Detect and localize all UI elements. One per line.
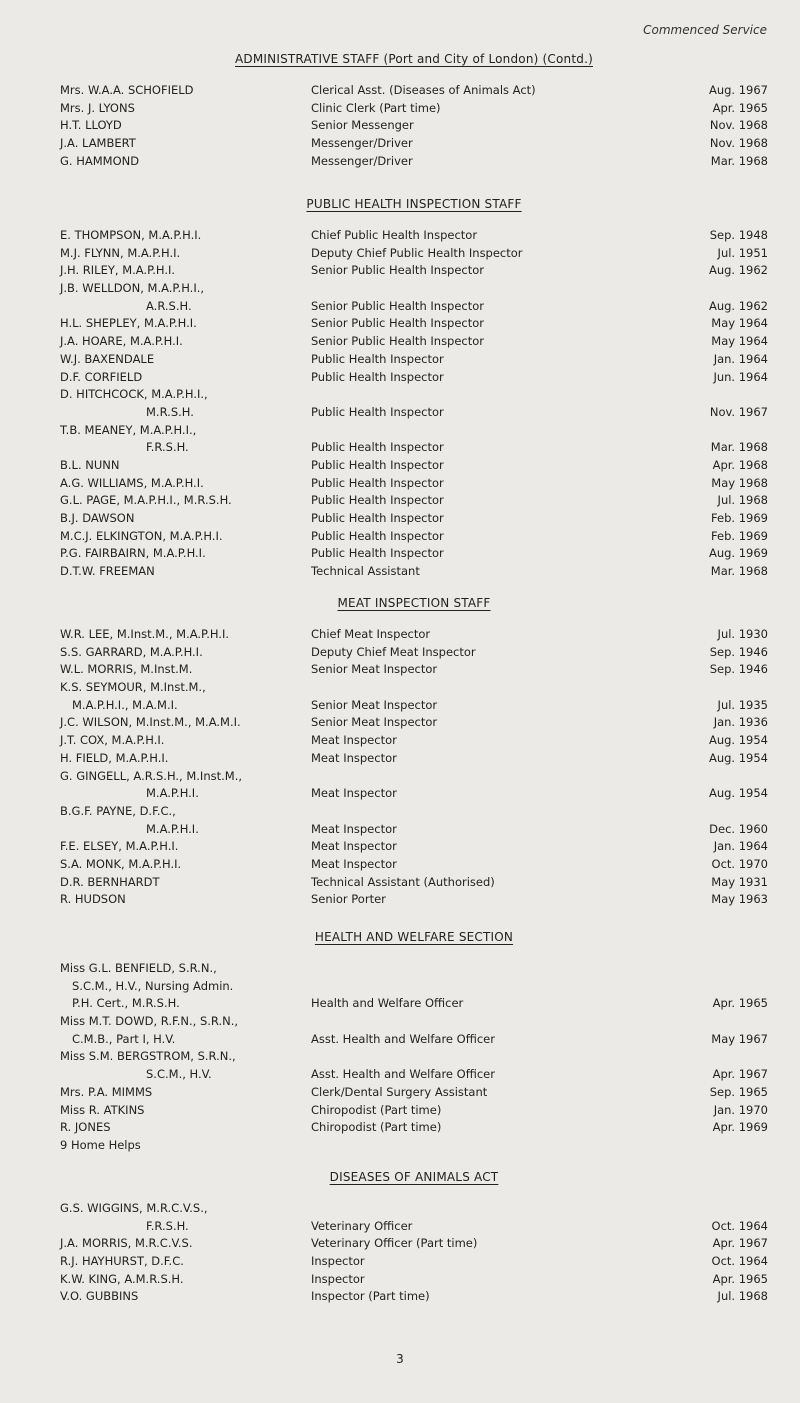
- staff-post: Asst. Health and Welfare Officer: [311, 1067, 495, 1082]
- commenced-date: Apr. 1965: [712, 996, 768, 1011]
- staff-name-line: 9 Home Helps: [60, 1137, 141, 1152]
- staff-list: [60, 960, 768, 1155]
- staff-name: [60, 545, 300, 563]
- staff-name-line: F.R.S.H.: [146, 1218, 189, 1233]
- staff-row: [60, 1235, 768, 1253]
- staff-row: [60, 227, 768, 245]
- staff-name: [60, 563, 300, 581]
- staff-post: Public Health Inspector: [311, 493, 444, 508]
- commenced-date: Apr. 1969: [712, 1120, 768, 1135]
- commenced-date: Dec. 1960: [709, 821, 768, 836]
- staff-name-line: S.C.M., H.V.: [146, 1067, 212, 1082]
- staff-row: [60, 351, 768, 369]
- commenced-date: Jan. 1964: [713, 351, 768, 366]
- staff-name: [60, 1253, 300, 1271]
- staff-name-line: Miss R. ATKINS: [60, 1102, 145, 1117]
- staff-name: [60, 245, 300, 263]
- commenced-date: Nov. 1968: [709, 136, 768, 151]
- staff-row: [60, 386, 768, 421]
- staff-name: [60, 960, 300, 1013]
- staff-name-line: S.C.M., H.V., Nursing Admin.: [72, 978, 234, 993]
- staff-row: [60, 280, 768, 315]
- staff-post: Public Health Inspector: [311, 440, 444, 455]
- commenced-date: Aug. 1967: [708, 82, 768, 97]
- staff-name-line: J.A. MORRIS, M.R.C.V.S.: [60, 1236, 193, 1251]
- staff-post: Messenger/Driver: [311, 153, 413, 168]
- commenced-date: Feb. 1969: [711, 511, 768, 526]
- staff-name: [60, 333, 300, 351]
- staff-name-line: V.O. GUBBINS: [60, 1289, 139, 1304]
- staff-name: [60, 874, 300, 892]
- staff-name: [60, 1288, 300, 1306]
- commenced-date: Jan. 1936: [713, 715, 768, 730]
- commenced-date: Apr. 1965: [712, 1271, 768, 1286]
- staff-name-line: W.J. BAXENDALE: [60, 351, 155, 366]
- staff-post: Chiropodist (Part time): [311, 1102, 442, 1117]
- staff-row: [60, 528, 768, 546]
- staff-name: [60, 369, 300, 387]
- staff-post: Senior Public Health Inspector: [311, 298, 485, 313]
- staff-row: [60, 626, 768, 644]
- staff-name-line: R. JONES: [60, 1120, 111, 1135]
- staff-name-line: F.R.S.H.: [146, 440, 189, 455]
- staff-post: Senior Meat Inspector: [311, 697, 438, 712]
- staff-post: Meat Inspector: [311, 856, 397, 871]
- staff-row: [60, 315, 768, 333]
- staff-name-line: M.C.J. ELKINGTON, M.A.P.H.I.: [60, 528, 223, 543]
- staff-row: [60, 891, 768, 909]
- staff-post: Senior Public Health Inspector: [311, 334, 485, 349]
- section-title: MEAT INSPECTION STAFF: [337, 596, 491, 610]
- staff-row: [60, 1137, 768, 1155]
- staff-name-line: Miss S.M. BERGSTROM, S.R.N.,: [60, 1049, 236, 1064]
- commenced-date: Jun. 1964: [713, 369, 768, 384]
- staff-post: Messenger/Driver: [311, 136, 413, 151]
- staff-name: [60, 510, 300, 528]
- staff-row: [60, 100, 768, 118]
- commenced-date: Jul. 1951: [717, 245, 768, 260]
- staff-row: [60, 117, 768, 135]
- staff-name-line: D.F. CORFIELD: [60, 369, 143, 384]
- section-health-and-welfare: [60, 928, 768, 1155]
- staff-name-line: F.E. ELSEY, M.A.P.H.I.: [60, 839, 179, 854]
- staff-post: Senior Porter: [311, 892, 386, 907]
- staff-post: Meat Inspector: [311, 839, 397, 854]
- commenced-date: May 1963: [711, 892, 768, 907]
- staff-name-line: C.M.B., Part I, H.V.: [72, 1031, 176, 1046]
- staff-post: Senior Public Health Inspector: [311, 316, 485, 331]
- commenced-date: Jul. 1935: [717, 697, 768, 712]
- commenced-date: May 1964: [711, 316, 768, 331]
- commenced-date: Oct. 1964: [711, 1254, 768, 1269]
- staff-row: [60, 1013, 768, 1048]
- staff-name: [60, 1013, 300, 1048]
- staff-name-line: H.L. SHEPLEY, M.A.P.H.I.: [60, 316, 197, 331]
- staff-row: [60, 369, 768, 387]
- staff-name: [60, 891, 300, 909]
- staff-name-line: J.H. RILEY, M.A.P.H.I.: [60, 263, 176, 278]
- staff-post: Chief Meat Inspector: [311, 626, 431, 641]
- staff-name: [60, 626, 300, 644]
- staff-row: [60, 457, 768, 475]
- staff-name-line: Miss G.L. BENFIELD, S.R.N.,: [60, 961, 217, 975]
- commenced-date: Sep. 1965: [709, 1084, 768, 1099]
- staff-post: Technical Assistant: [311, 564, 420, 579]
- staff-post: Senior Messenger: [311, 118, 414, 133]
- staff-name: [60, 644, 300, 662]
- commenced-date: May 1931: [711, 874, 768, 889]
- commenced-date: Sep. 1948: [709, 227, 768, 242]
- staff-name: [60, 135, 300, 153]
- staff-name: [60, 153, 300, 171]
- staff-name: [60, 856, 300, 874]
- staff-post: Meat Inspector: [311, 733, 397, 748]
- staff-name-line: G. HAMMOND: [60, 153, 140, 168]
- staff-post: Inspector: [311, 1271, 365, 1286]
- staff-row: [60, 1271, 768, 1289]
- staff-post: Veterinary Officer: [311, 1218, 413, 1233]
- staff-name: [60, 1102, 300, 1120]
- staff-name: [60, 768, 300, 803]
- staff-name-line: J.T. COX, M.A.P.H.I.: [60, 733, 165, 748]
- commenced-service-header: Commenced Service: [643, 23, 767, 37]
- staff-row: [60, 768, 768, 803]
- staff-name: [60, 386, 300, 421]
- commenced-date: Apr. 1968: [712, 457, 768, 472]
- commenced-date: Jul. 1968: [717, 493, 768, 508]
- staff-name: [60, 1084, 300, 1102]
- staff-post: Meat Inspector: [311, 786, 397, 801]
- staff-name: [60, 1271, 300, 1289]
- commenced-date: Aug. 1962: [708, 298, 768, 313]
- staff-list: [60, 1200, 768, 1306]
- commenced-date: Nov. 1968: [709, 118, 768, 133]
- staff-row: [60, 874, 768, 892]
- section-public-health-inspection: [60, 195, 768, 581]
- commenced-date: Aug. 1954: [708, 786, 768, 801]
- commenced-date: Apr. 1967: [712, 1236, 768, 1251]
- staff-post: Public Health Inspector: [311, 475, 444, 490]
- staff-name-line: P.G. FAIRBAIRN, M.A.P.H.I.: [60, 546, 206, 561]
- staff-row: [60, 510, 768, 528]
- staff-name-line: M.J. FLYNN, M.A.P.H.I.: [60, 245, 181, 260]
- commenced-date: Sep. 1946: [709, 662, 768, 677]
- staff-row: [60, 838, 768, 856]
- staff-name: [60, 1200, 300, 1235]
- staff-name-line: B.L. NUNN: [60, 457, 120, 472]
- staff-row: [60, 1288, 768, 1306]
- commenced-date: Aug. 1962: [708, 263, 768, 278]
- staff-post: Public Health Inspector: [311, 546, 444, 561]
- section-meat-inspection: [60, 594, 768, 909]
- staff-name-line: Mrs. J. LYONS: [60, 100, 135, 115]
- staff-row: [60, 333, 768, 351]
- staff-post: Deputy Chief Meat Inspector: [311, 644, 476, 659]
- staff-row: [60, 245, 768, 263]
- staff-post: Senior Meat Inspector: [311, 662, 438, 677]
- staff-name: [60, 750, 300, 768]
- staff-name: [60, 1235, 300, 1253]
- staff-row: [60, 661, 768, 679]
- staff-row: [60, 644, 768, 662]
- staff-name: [60, 679, 300, 714]
- staff-name-line: K.W. KING, A.M.R.S.H.: [60, 1271, 184, 1286]
- staff-row: [60, 422, 768, 457]
- commenced-date: Jan. 1970: [713, 1102, 768, 1117]
- staff-row: [60, 492, 768, 510]
- commenced-date: Apr. 1965: [712, 100, 768, 115]
- staff-name-line: M.A.P.H.I.: [146, 821, 199, 836]
- staff-row: [60, 82, 768, 100]
- commenced-date: May 1968: [711, 475, 768, 490]
- staff-name: [60, 262, 300, 280]
- staff-row: [60, 803, 768, 838]
- staff-name: [60, 100, 300, 118]
- staff-row: [60, 750, 768, 768]
- commenced-date: Apr. 1967: [712, 1067, 768, 1082]
- staff-post: Inspector (Part time): [311, 1289, 430, 1304]
- staff-name: [60, 82, 300, 100]
- staff-name: [60, 528, 300, 546]
- commenced-date: Mar. 1968: [710, 440, 768, 455]
- staff-name-line: J.B. WELLDON, M.A.P.H.I.,: [60, 281, 205, 296]
- staff-name: [60, 838, 300, 856]
- staff-name: [60, 661, 300, 679]
- staff-name-line: W.R. LEE, M.Inst.M., M.A.P.H.I.: [60, 627, 229, 641]
- staff-name-line: Miss M.T. DOWD, R.F.N., S.R.N.,: [60, 1014, 239, 1029]
- staff-post: Clerical Asst. (Diseases of Animals Act): [311, 82, 536, 97]
- staff-name-line: M.A.P.H.I.: [146, 786, 199, 801]
- staff-name-line: H. FIELD, M.A.P.H.I.: [60, 750, 169, 765]
- staff-name: [60, 732, 300, 750]
- staff-post: Public Health Inspector: [311, 369, 444, 384]
- staff-name: [60, 422, 300, 457]
- commenced-date: Oct. 1970: [711, 856, 768, 871]
- staff-name: [60, 714, 300, 732]
- staff-name-line: D. HITCHCOCK, M.A.P.H.I.,: [60, 387, 208, 402]
- section-title: PUBLIC HEALTH INSPECTION STAFF: [306, 197, 522, 211]
- staff-name: [60, 492, 300, 510]
- staff-list: [60, 82, 768, 170]
- staff-post: Chief Public Health Inspector: [311, 227, 478, 242]
- staff-list: [60, 227, 768, 581]
- staff-name-line: A.G. WILLIAMS, M.A.P.H.I.: [60, 475, 204, 490]
- staff-row: [60, 856, 768, 874]
- section-title: ADMINISTRATIVE STAFF (Port and City of London) (Contd.): [235, 52, 593, 66]
- staff-name-line: A.R.S.H.: [146, 298, 192, 313]
- section-administrative-staff: [60, 50, 768, 170]
- staff-name-line: R.J. HAYHURST, D.F.C.: [60, 1254, 184, 1269]
- staff-row: [60, 732, 768, 750]
- staff-post: Meat Inspector: [311, 750, 397, 765]
- section-title: DISEASES OF ANIMALS ACT: [329, 1170, 499, 1184]
- staff-name: [60, 457, 300, 475]
- staff-name: [60, 1119, 300, 1137]
- staff-name-line: P.H. Cert., M.R.S.H.: [72, 996, 180, 1011]
- commenced-date: Oct. 1964: [711, 1218, 768, 1233]
- staff-name-line: W.L. MORRIS, M.Inst.M.: [60, 662, 193, 677]
- staff-name: [60, 351, 300, 369]
- staff-post: Meat Inspector: [311, 821, 397, 836]
- staff-post: Veterinary Officer (Part time): [311, 1236, 478, 1251]
- staff-name-line: E. THOMPSON, M.A.P.H.I.: [60, 228, 202, 242]
- commenced-date: Aug. 1954: [708, 733, 768, 748]
- staff-name: [60, 315, 300, 333]
- commenced-date: Jan. 1964: [713, 839, 768, 854]
- staff-name-line: J.A. LAMBERT: [60, 136, 136, 151]
- staff-post: Inspector: [311, 1254, 365, 1269]
- staff-row: [60, 153, 768, 171]
- staff-row: [60, 1102, 768, 1120]
- staff-post: Technical Assistant (Authorised): [311, 874, 495, 889]
- commenced-date: Aug. 1954: [708, 750, 768, 765]
- staff-name-line: G.S. WIGGINS, M.R.C.V.S.,: [60, 1201, 208, 1215]
- staff-name-line: G. GINGELL, A.R.S.H., M.Inst.M.,: [60, 768, 243, 783]
- staff-post: Public Health Inspector: [311, 404, 444, 419]
- section-title: HEALTH AND WELFARE SECTION: [314, 930, 514, 944]
- commenced-date: Nov. 1967: [709, 404, 768, 419]
- staff-name: [60, 1048, 300, 1083]
- staff-name-line: K.S. SEYMOUR, M.Inst.M.,: [60, 680, 206, 695]
- commenced-date: May 1967: [711, 1031, 768, 1046]
- staff-post: Public Health Inspector: [311, 457, 444, 472]
- staff-name-line: B.G.F. PAYNE, D.F.C.,: [60, 803, 176, 818]
- staff-post: Clinic Clerk (Part time): [311, 100, 441, 115]
- commenced-date: Sep. 1946: [709, 644, 768, 659]
- staff-name-line: D.T.W. FREEMAN: [60, 564, 155, 579]
- staff-post: Public Health Inspector: [311, 528, 444, 543]
- staff-name: [60, 227, 300, 245]
- staff-name-line: R. HUDSON: [60, 892, 126, 907]
- staff-name: [60, 117, 300, 135]
- staff-name-line: T.B. MEANEY, M.A.P.H.I.,: [60, 422, 197, 437]
- commenced-date: May 1964: [711, 334, 768, 349]
- staff-name-line: Mrs. P.A. MIMMS: [60, 1084, 153, 1099]
- staff-post: Public Health Inspector: [311, 351, 444, 366]
- staff-name-line: H.T. LLOYD: [60, 118, 122, 133]
- staff-row: [60, 714, 768, 732]
- staff-row: [60, 1200, 768, 1235]
- staff-post: Deputy Chief Public Health Inspector: [311, 245, 523, 260]
- staff-name-line: Mrs. W.A.A. SCHOFIELD: [60, 83, 194, 97]
- staff-name-line: M.A.P.H.I., M.A.M.I.: [72, 697, 178, 712]
- staff-post: Public Health Inspector: [311, 511, 444, 526]
- staff-row: [60, 563, 768, 581]
- staff-name-line: B.J. DAWSON: [60, 511, 135, 526]
- staff-row: [60, 1253, 768, 1271]
- staff-row: [60, 135, 768, 153]
- staff-name-line: S.A. MONK, M.A.P.H.I.: [60, 856, 182, 871]
- commenced-date: Jul. 1968: [717, 1289, 768, 1304]
- commenced-date: Mar. 1968: [710, 153, 768, 168]
- staff-post: Asst. Health and Welfare Officer: [311, 1031, 495, 1046]
- staff-post: Chiropodist (Part time): [311, 1120, 442, 1135]
- staff-row: [60, 1084, 768, 1102]
- staff-row: [60, 1048, 768, 1083]
- staff-post: Senior Meat Inspector: [311, 715, 438, 730]
- staff-name: [60, 1137, 300, 1155]
- staff-row: [60, 679, 768, 714]
- staff-row: [60, 545, 768, 563]
- commenced-date: Aug. 1969: [708, 546, 768, 561]
- staff-post: Senior Public Health Inspector: [311, 263, 485, 278]
- staff-name: [60, 280, 300, 315]
- staff-name-line: J.A. HOARE, M.A.P.H.I.: [60, 334, 183, 349]
- commenced-date: Jul. 1930: [717, 626, 768, 641]
- page-number: 3: [396, 1352, 404, 1366]
- staff-name-line: J.C. WILSON, M.Inst.M., M.A.M.I.: [60, 715, 241, 730]
- staff-row: [60, 1119, 768, 1137]
- staff-row: [60, 475, 768, 493]
- commenced-date: Mar. 1968: [710, 564, 768, 579]
- staff-row: [60, 262, 768, 280]
- staff-post: Clerk/Dental Surgery Assistant: [311, 1084, 488, 1099]
- staff-list: [60, 626, 768, 909]
- staff-name: [60, 475, 300, 493]
- staff-name-line: S.S. GARRARD, M.A.P.H.I.: [60, 644, 203, 659]
- staff-post: Health and Welfare Officer: [311, 996, 464, 1011]
- staff-name-line: D.R. BERNHARDT: [60, 874, 160, 889]
- staff-name: [60, 803, 300, 838]
- commenced-date: Feb. 1969: [711, 528, 768, 543]
- staff-name-line: M.R.S.H.: [146, 404, 194, 419]
- staff-row: [60, 960, 768, 1013]
- staff-name-line: G.L. PAGE, M.A.P.H.I., M.R.S.H.: [60, 493, 232, 508]
- section-diseases-of-animals-act: [60, 1168, 768, 1306]
